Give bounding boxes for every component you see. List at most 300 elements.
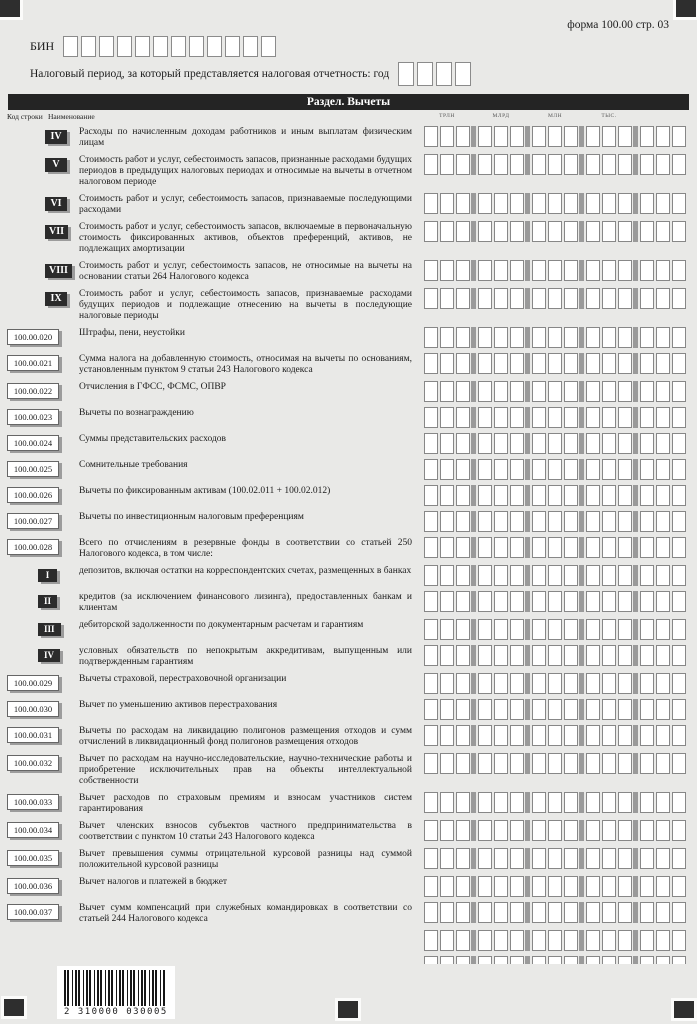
amount-digit-cell[interactable]: [424, 381, 438, 402]
amount-digit-cell[interactable]: [424, 221, 438, 242]
amount-digit-cell[interactable]: [456, 221, 470, 242]
amount-digit-cell[interactable]: [532, 381, 546, 402]
bin-digit-cell[interactable]: [261, 36, 276, 57]
amount-digit-cell[interactable]: [510, 930, 524, 951]
amount-digit-cell[interactable]: [494, 619, 508, 640]
amount-digit-cell[interactable]: [564, 485, 578, 506]
amount-digit-cell[interactable]: [640, 537, 654, 558]
amount-digit-cell[interactable]: [564, 699, 578, 720]
amount-digit-cell[interactable]: [440, 645, 454, 666]
amount-digit-cell[interactable]: [586, 673, 600, 694]
amount-digit-cell[interactable]: [672, 876, 686, 897]
amount-digit-cell[interactable]: [456, 673, 470, 694]
amount-digit-cell[interactable]: [564, 288, 578, 309]
amount-digit-cell[interactable]: [424, 792, 438, 813]
amount-digit-cell[interactable]: [548, 619, 562, 640]
amount-digit-cell[interactable]: [548, 848, 562, 869]
amount-digit-cell[interactable]: [478, 619, 492, 640]
amount-digit-cell[interactable]: [494, 221, 508, 242]
amount-digit-cell[interactable]: [548, 591, 562, 612]
amount-digit-cell[interactable]: [672, 619, 686, 640]
amount-digit-cell[interactable]: [440, 260, 454, 281]
amount-digit-cell[interactable]: [440, 565, 454, 586]
amount-digit-cell[interactable]: [618, 876, 632, 897]
amount-digit-cell[interactable]: [602, 221, 616, 242]
amount-digit-cell[interactable]: [424, 407, 438, 428]
amount-digit-cell[interactable]: [672, 792, 686, 813]
amount-digit-cell[interactable]: [424, 288, 438, 309]
amount-digit-cell[interactable]: [440, 221, 454, 242]
amount-digit-cell[interactable]: [478, 930, 492, 951]
amount-digit-cell[interactable]: [586, 591, 600, 612]
amount-digit-cell[interactable]: [424, 260, 438, 281]
amount-digit-cell[interactable]: [456, 407, 470, 428]
amount-digit-cell[interactable]: [656, 537, 670, 558]
amount-digit-cell[interactable]: [440, 327, 454, 348]
amount-digit-cell[interactable]: [602, 433, 616, 454]
amount-digit-cell[interactable]: [494, 407, 508, 428]
amount-digit-cell[interactable]: [478, 485, 492, 506]
amount-digit-cell[interactable]: [494, 511, 508, 532]
amount-digit-cell[interactable]: [640, 193, 654, 214]
amount-digit-cell[interactable]: [656, 792, 670, 813]
amount-digit-cell[interactable]: [440, 753, 454, 774]
amount-digit-cell[interactable]: [656, 725, 670, 746]
amount-digit-cell[interactable]: [656, 930, 670, 951]
amount-digit-cell[interactable]: [586, 956, 600, 964]
amount-digit-cell[interactable]: [532, 699, 546, 720]
amount-digit-cell[interactable]: [532, 591, 546, 612]
amount-digit-cell[interactable]: [478, 565, 492, 586]
amount-digit-cell[interactable]: [640, 619, 654, 640]
amount-digit-cell[interactable]: [672, 902, 686, 923]
amount-digit-cell[interactable]: [602, 956, 616, 964]
amount-digit-cell[interactable]: [440, 591, 454, 612]
amount-digit-cell[interactable]: [602, 753, 616, 774]
amount-digit-cell[interactable]: [494, 193, 508, 214]
amount-digit-cell[interactable]: [564, 848, 578, 869]
amount-digit-cell[interactable]: [440, 288, 454, 309]
amount-digit-cell[interactable]: [656, 381, 670, 402]
amount-digit-cell[interactable]: [602, 381, 616, 402]
amount-digit-cell[interactable]: [564, 221, 578, 242]
amount-digit-cell[interactable]: [656, 327, 670, 348]
amount-digit-cell[interactable]: [586, 193, 600, 214]
amount-digit-cell[interactable]: [424, 673, 438, 694]
bin-digit-cell[interactable]: [225, 36, 240, 57]
amount-digit-cell[interactable]: [440, 673, 454, 694]
amount-digit-cell[interactable]: [494, 565, 508, 586]
amount-digit-cell[interactable]: [672, 193, 686, 214]
amount-digit-cell[interactable]: [586, 433, 600, 454]
amount-digit-cell[interactable]: [456, 725, 470, 746]
amount-digit-cell[interactable]: [494, 848, 508, 869]
amount-digit-cell[interactable]: [672, 407, 686, 428]
amount-digit-cell[interactable]: [564, 193, 578, 214]
amount-digit-cell[interactable]: [440, 876, 454, 897]
amount-digit-cell[interactable]: [478, 260, 492, 281]
amount-digit-cell[interactable]: [618, 511, 632, 532]
amount-digit-cell[interactable]: [656, 902, 670, 923]
amount-digit-cell[interactable]: [602, 407, 616, 428]
amount-digit-cell[interactable]: [602, 876, 616, 897]
amount-digit-cell[interactable]: [640, 459, 654, 480]
amount-digit-cell[interactable]: [602, 126, 616, 147]
amount-digit-cell[interactable]: [440, 154, 454, 175]
amount-digit-cell[interactable]: [440, 725, 454, 746]
amount-digit-cell[interactable]: [478, 154, 492, 175]
amount-digit-cell[interactable]: [532, 537, 546, 558]
amount-digit-cell[interactable]: [478, 591, 492, 612]
amount-digit-cell[interactable]: [494, 956, 508, 964]
amount-digit-cell[interactable]: [510, 288, 524, 309]
amount-digit-cell[interactable]: [640, 902, 654, 923]
amount-digit-cell[interactable]: [548, 902, 562, 923]
year-digit-cell[interactable]: [398, 62, 414, 86]
amount-digit-cell[interactable]: [672, 126, 686, 147]
amount-digit-cell[interactable]: [564, 565, 578, 586]
amount-digit-cell[interactable]: [494, 645, 508, 666]
amount-digit-cell[interactable]: [510, 327, 524, 348]
amount-digit-cell[interactable]: [532, 753, 546, 774]
amount-digit-cell[interactable]: [656, 820, 670, 841]
amount-digit-cell[interactable]: [440, 353, 454, 374]
amount-digit-cell[interactable]: [548, 645, 562, 666]
amount-digit-cell[interactable]: [586, 645, 600, 666]
amount-digit-cell[interactable]: [494, 792, 508, 813]
amount-digit-cell[interactable]: [494, 485, 508, 506]
amount-digit-cell[interactable]: [602, 820, 616, 841]
amount-digit-cell[interactable]: [424, 193, 438, 214]
amount-digit-cell[interactable]: [494, 820, 508, 841]
amount-digit-cell[interactable]: [564, 407, 578, 428]
amount-digit-cell[interactable]: [564, 876, 578, 897]
amount-digit-cell[interactable]: [424, 126, 438, 147]
amount-digit-cell[interactable]: [656, 288, 670, 309]
bin-digit-cell[interactable]: [243, 36, 258, 57]
amount-digit-cell[interactable]: [548, 193, 562, 214]
amount-digit-cell[interactable]: [494, 902, 508, 923]
amount-digit-cell[interactable]: [586, 126, 600, 147]
amount-digit-cell[interactable]: [564, 591, 578, 612]
amount-digit-cell[interactable]: [672, 956, 686, 964]
amount-digit-cell[interactable]: [510, 126, 524, 147]
amount-digit-cell[interactable]: [478, 193, 492, 214]
amount-digit-cell[interactable]: [564, 956, 578, 964]
amount-digit-cell[interactable]: [494, 260, 508, 281]
amount-digit-cell[interactable]: [494, 381, 508, 402]
amount-digit-cell[interactable]: [618, 221, 632, 242]
amount-digit-cell[interactable]: [440, 699, 454, 720]
amount-digit-cell[interactable]: [640, 433, 654, 454]
amount-digit-cell[interactable]: [672, 485, 686, 506]
amount-digit-cell[interactable]: [532, 260, 546, 281]
amount-digit-cell[interactable]: [510, 353, 524, 374]
amount-digit-cell[interactable]: [548, 511, 562, 532]
amount-digit-cell[interactable]: [424, 485, 438, 506]
amount-digit-cell[interactable]: [510, 193, 524, 214]
amount-digit-cell[interactable]: [586, 537, 600, 558]
amount-digit-cell[interactable]: [510, 848, 524, 869]
amount-digit-cell[interactable]: [478, 459, 492, 480]
amount-digit-cell[interactable]: [586, 876, 600, 897]
amount-digit-cell[interactable]: [532, 154, 546, 175]
amount-digit-cell[interactable]: [618, 154, 632, 175]
amount-digit-cell[interactable]: [672, 848, 686, 869]
amount-digit-cell[interactable]: [532, 848, 546, 869]
amount-digit-cell[interactable]: [656, 591, 670, 612]
amount-digit-cell[interactable]: [602, 591, 616, 612]
amount-digit-cell[interactable]: [656, 485, 670, 506]
amount-digit-cell[interactable]: [424, 154, 438, 175]
amount-digit-cell[interactable]: [672, 459, 686, 480]
amount-digit-cell[interactable]: [548, 820, 562, 841]
amount-digit-cell[interactable]: [672, 433, 686, 454]
amount-digit-cell[interactable]: [618, 848, 632, 869]
amount-digit-cell[interactable]: [586, 407, 600, 428]
amount-digit-cell[interactable]: [478, 511, 492, 532]
amount-digit-cell[interactable]: [478, 433, 492, 454]
amount-digit-cell[interactable]: [564, 459, 578, 480]
amount-digit-cell[interactable]: [586, 485, 600, 506]
amount-digit-cell[interactable]: [510, 537, 524, 558]
amount-digit-cell[interactable]: [602, 154, 616, 175]
amount-digit-cell[interactable]: [640, 381, 654, 402]
amount-digit-cell[interactable]: [456, 381, 470, 402]
amount-digit-cell[interactable]: [510, 792, 524, 813]
amount-digit-cell[interactable]: [478, 327, 492, 348]
amount-digit-cell[interactable]: [672, 288, 686, 309]
amount-digit-cell[interactable]: [440, 511, 454, 532]
amount-digit-cell[interactable]: [640, 260, 654, 281]
amount-digit-cell[interactable]: [424, 902, 438, 923]
amount-digit-cell[interactable]: [564, 792, 578, 813]
amount-digit-cell[interactable]: [618, 792, 632, 813]
amount-digit-cell[interactable]: [456, 619, 470, 640]
amount-digit-cell[interactable]: [586, 565, 600, 586]
amount-digit-cell[interactable]: [672, 645, 686, 666]
amount-digit-cell[interactable]: [602, 327, 616, 348]
amount-digit-cell[interactable]: [548, 221, 562, 242]
amount-digit-cell[interactable]: [494, 537, 508, 558]
bin-digit-cell[interactable]: [153, 36, 168, 57]
amount-digit-cell[interactable]: [548, 407, 562, 428]
amount-digit-cell[interactable]: [456, 591, 470, 612]
amount-digit-cell[interactable]: [672, 820, 686, 841]
amount-digit-cell[interactable]: [618, 699, 632, 720]
amount-digit-cell[interactable]: [640, 876, 654, 897]
amount-digit-cell[interactable]: [440, 485, 454, 506]
amount-digit-cell[interactable]: [618, 725, 632, 746]
amount-digit-cell[interactable]: [494, 930, 508, 951]
amount-digit-cell[interactable]: [424, 353, 438, 374]
amount-digit-cell[interactable]: [672, 930, 686, 951]
amount-digit-cell[interactable]: [640, 511, 654, 532]
amount-digit-cell[interactable]: [532, 902, 546, 923]
amount-digit-cell[interactable]: [440, 956, 454, 964]
amount-digit-cell[interactable]: [656, 511, 670, 532]
amount-digit-cell[interactable]: [656, 221, 670, 242]
amount-digit-cell[interactable]: [602, 645, 616, 666]
amount-digit-cell[interactable]: [640, 407, 654, 428]
amount-digit-cell[interactable]: [640, 154, 654, 175]
amount-digit-cell[interactable]: [478, 221, 492, 242]
amount-digit-cell[interactable]: [602, 511, 616, 532]
amount-digit-cell[interactable]: [424, 876, 438, 897]
amount-digit-cell[interactable]: [586, 792, 600, 813]
amount-digit-cell[interactable]: [548, 459, 562, 480]
amount-digit-cell[interactable]: [656, 154, 670, 175]
amount-digit-cell[interactable]: [618, 930, 632, 951]
amount-digit-cell[interactable]: [440, 126, 454, 147]
amount-digit-cell[interactable]: [656, 645, 670, 666]
amount-digit-cell[interactable]: [456, 433, 470, 454]
amount-digit-cell[interactable]: [440, 820, 454, 841]
amount-digit-cell[interactable]: [424, 511, 438, 532]
amount-digit-cell[interactable]: [478, 876, 492, 897]
amount-digit-cell[interactable]: [618, 260, 632, 281]
amount-digit-cell[interactable]: [564, 511, 578, 532]
amount-digit-cell[interactable]: [456, 353, 470, 374]
amount-digit-cell[interactable]: [510, 591, 524, 612]
amount-digit-cell[interactable]: [672, 327, 686, 348]
amount-digit-cell[interactable]: [656, 459, 670, 480]
amount-digit-cell[interactable]: [440, 459, 454, 480]
amount-digit-cell[interactable]: [510, 725, 524, 746]
amount-digit-cell[interactable]: [548, 126, 562, 147]
bin-digit-cell[interactable]: [99, 36, 114, 57]
amount-digit-cell[interactable]: [586, 725, 600, 746]
amount-digit-cell[interactable]: [424, 459, 438, 480]
amount-digit-cell[interactable]: [440, 902, 454, 923]
amount-digit-cell[interactable]: [510, 260, 524, 281]
amount-digit-cell[interactable]: [656, 673, 670, 694]
amount-digit-cell[interactable]: [532, 876, 546, 897]
amount-digit-cell[interactable]: [672, 673, 686, 694]
amount-digit-cell[interactable]: [548, 956, 562, 964]
amount-digit-cell[interactable]: [618, 327, 632, 348]
amount-digit-cell[interactable]: [672, 511, 686, 532]
amount-digit-cell[interactable]: [456, 260, 470, 281]
amount-digit-cell[interactable]: [510, 619, 524, 640]
amount-digit-cell[interactable]: [510, 753, 524, 774]
amount-digit-cell[interactable]: [456, 193, 470, 214]
amount-digit-cell[interactable]: [532, 725, 546, 746]
amount-digit-cell[interactable]: [548, 260, 562, 281]
amount-digit-cell[interactable]: [586, 381, 600, 402]
amount-digit-cell[interactable]: [494, 154, 508, 175]
amount-digit-cell[interactable]: [532, 645, 546, 666]
amount-digit-cell[interactable]: [564, 930, 578, 951]
amount-digit-cell[interactable]: [456, 288, 470, 309]
amount-digit-cell[interactable]: [586, 820, 600, 841]
amount-digit-cell[interactable]: [672, 221, 686, 242]
amount-digit-cell[interactable]: [564, 673, 578, 694]
bin-digit-cell[interactable]: [63, 36, 78, 57]
amount-digit-cell[interactable]: [532, 126, 546, 147]
amount-digit-cell[interactable]: [618, 902, 632, 923]
amount-digit-cell[interactable]: [602, 260, 616, 281]
amount-digit-cell[interactable]: [478, 645, 492, 666]
amount-digit-cell[interactable]: [672, 537, 686, 558]
amount-digit-cell[interactable]: [548, 876, 562, 897]
amount-digit-cell[interactable]: [510, 699, 524, 720]
amount-digit-cell[interactable]: [510, 673, 524, 694]
amount-digit-cell[interactable]: [456, 699, 470, 720]
amount-digit-cell[interactable]: [640, 645, 654, 666]
amount-digit-cell[interactable]: [532, 956, 546, 964]
amount-digit-cell[interactable]: [564, 126, 578, 147]
amount-digit-cell[interactable]: [456, 902, 470, 923]
amount-digit-cell[interactable]: [494, 591, 508, 612]
amount-digit-cell[interactable]: [618, 565, 632, 586]
amount-digit-cell[interactable]: [510, 154, 524, 175]
amount-digit-cell[interactable]: [586, 260, 600, 281]
amount-digit-cell[interactable]: [618, 645, 632, 666]
amount-digit-cell[interactable]: [640, 288, 654, 309]
amount-digit-cell[interactable]: [456, 792, 470, 813]
amount-digit-cell[interactable]: [548, 353, 562, 374]
amount-digit-cell[interactable]: [618, 820, 632, 841]
amount-digit-cell[interactable]: [618, 537, 632, 558]
amount-digit-cell[interactable]: [656, 433, 670, 454]
amount-digit-cell[interactable]: [494, 459, 508, 480]
amount-digit-cell[interactable]: [586, 154, 600, 175]
amount-digit-cell[interactable]: [618, 193, 632, 214]
amount-digit-cell[interactable]: [456, 753, 470, 774]
amount-digit-cell[interactable]: [510, 381, 524, 402]
amount-digit-cell[interactable]: [456, 459, 470, 480]
amount-digit-cell[interactable]: [478, 848, 492, 869]
amount-digit-cell[interactable]: [440, 193, 454, 214]
amount-digit-cell[interactable]: [656, 407, 670, 428]
amount-digit-cell[interactable]: [424, 820, 438, 841]
amount-digit-cell[interactable]: [564, 353, 578, 374]
amount-digit-cell[interactable]: [548, 565, 562, 586]
year-digit-cell[interactable]: [455, 62, 471, 86]
amount-digit-cell[interactable]: [494, 673, 508, 694]
amount-digit-cell[interactable]: [532, 485, 546, 506]
amount-digit-cell[interactable]: [478, 353, 492, 374]
bin-digit-cell[interactable]: [81, 36, 96, 57]
amount-digit-cell[interactable]: [548, 537, 562, 558]
amount-digit-cell[interactable]: [424, 930, 438, 951]
amount-digit-cell[interactable]: [532, 820, 546, 841]
amount-digit-cell[interactable]: [564, 381, 578, 402]
amount-digit-cell[interactable]: [672, 260, 686, 281]
amount-digit-cell[interactable]: [548, 288, 562, 309]
amount-digit-cell[interactable]: [618, 433, 632, 454]
amount-digit-cell[interactable]: [510, 433, 524, 454]
amount-digit-cell[interactable]: [656, 565, 670, 586]
amount-digit-cell[interactable]: [532, 288, 546, 309]
amount-digit-cell[interactable]: [564, 902, 578, 923]
amount-digit-cell[interactable]: [478, 902, 492, 923]
amount-digit-cell[interactable]: [602, 699, 616, 720]
amount-digit-cell[interactable]: [640, 126, 654, 147]
amount-digit-cell[interactable]: [564, 154, 578, 175]
amount-digit-cell[interactable]: [672, 565, 686, 586]
amount-digit-cell[interactable]: [640, 565, 654, 586]
amount-digit-cell[interactable]: [510, 485, 524, 506]
amount-digit-cell[interactable]: [478, 126, 492, 147]
amount-digit-cell[interactable]: [510, 645, 524, 666]
amount-digit-cell[interactable]: [532, 353, 546, 374]
amount-digit-cell[interactable]: [618, 619, 632, 640]
amount-digit-cell[interactable]: [640, 485, 654, 506]
amount-digit-cell[interactable]: [424, 565, 438, 586]
amount-digit-cell[interactable]: [440, 407, 454, 428]
